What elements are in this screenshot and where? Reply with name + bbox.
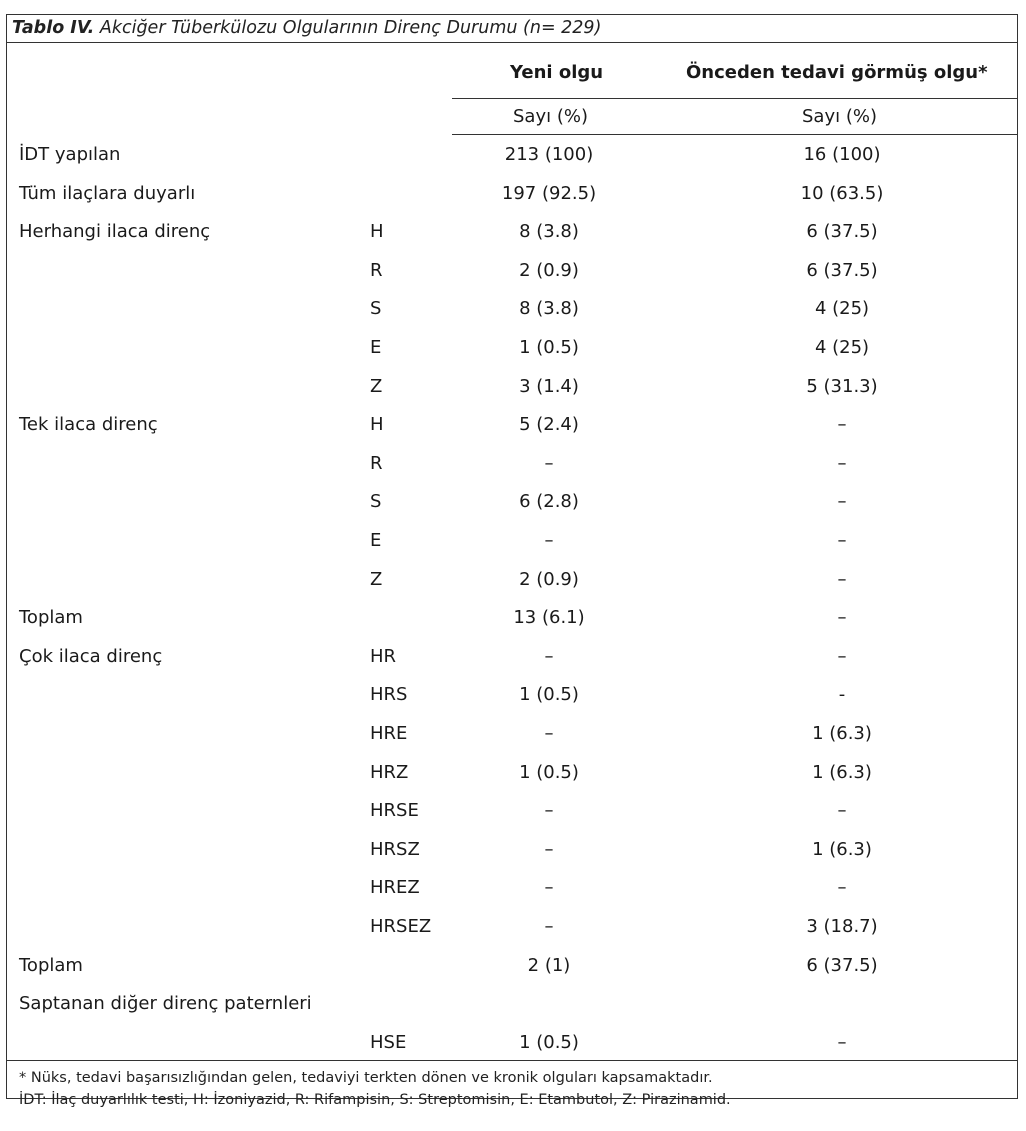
table-row xyxy=(0,792,1026,830)
header-new-case: Yeni olgu xyxy=(510,62,604,83)
row-prev-treated-value: – xyxy=(837,414,847,436)
table-row xyxy=(0,754,1026,792)
row-new-case-value: 13 (6.1) xyxy=(513,607,585,629)
row-new-case-value: 1 (0.5) xyxy=(519,684,579,706)
table-row xyxy=(0,676,1026,714)
table-row xyxy=(0,715,1026,753)
table-row xyxy=(0,483,1026,521)
row-prev-treated-value: 4 (25) xyxy=(814,337,870,358)
table-row xyxy=(0,831,1026,869)
row-drug-code: H xyxy=(370,221,384,243)
table-row xyxy=(0,136,1026,174)
row-new-case-value: 8 (3.8) xyxy=(519,298,579,320)
row-drug-code: HREZ xyxy=(370,877,420,899)
row-prev-treated-value: – xyxy=(837,530,847,551)
row-drug-code: HRE xyxy=(370,723,408,744)
table-row xyxy=(0,599,1026,637)
row-label: Tüm ilaçlara duyarlı xyxy=(19,182,196,204)
row-new-case-value: 6 (2.8) xyxy=(519,491,579,513)
table-caption: Akciğer Tüberkülozu Olgularının Direnç Durumu (n= 229) xyxy=(94,18,602,38)
row-prev-treated-value: 1 (6.3) xyxy=(812,723,872,744)
footnote-abbreviations: İDT: İlaç duyarlılık testi, H: İzoniyazid, R: Rifampisin, S: Streptomisin, E: Etambutol, Z: Pirazinamid. xyxy=(19,1092,731,1108)
row-new-case-value: – xyxy=(544,723,554,744)
table-row xyxy=(0,869,1026,907)
row-drug-code: H xyxy=(370,414,384,436)
table-row xyxy=(0,638,1026,676)
row-drug-code: E xyxy=(370,530,382,551)
header-divider xyxy=(452,98,1018,99)
row-drug-code: E xyxy=(370,337,382,358)
row-prev-treated-value: – xyxy=(837,800,847,822)
subheader-count-new: Sayı (%) xyxy=(513,106,588,127)
table-row xyxy=(0,213,1026,251)
row-drug-code: Z xyxy=(370,375,383,397)
row-prev-treated-value: – xyxy=(837,452,847,474)
header-previously-treated: Önceden tedavi görmüş olgu* xyxy=(686,62,988,83)
footnote-asterisk: * Nüks, tedavi başarısızlığından gelen, tedaviyi terkten dönen ve kronik olguları kapsamaktadır. xyxy=(19,1070,713,1086)
row-new-case-value: 1 (0.5) xyxy=(519,761,579,783)
row-drug-code: R xyxy=(370,452,383,474)
subheader-divider xyxy=(452,134,1018,135)
row-drug-code: HSE xyxy=(370,1031,407,1053)
row-prev-treated-value: 16 (100) xyxy=(803,144,881,165)
table-row xyxy=(0,1024,1026,1062)
row-drug-code: HRSZ xyxy=(370,838,420,860)
row-drug-code: HR xyxy=(370,645,397,667)
row-prev-treated-value: 3 (18.7) xyxy=(806,916,878,937)
table-row xyxy=(0,985,1026,1023)
row-drug-code: S xyxy=(370,298,382,320)
row-new-case-value: 197 (92.5) xyxy=(501,182,597,204)
row-new-case-value: – xyxy=(544,838,554,860)
table-row xyxy=(0,908,1026,946)
row-label: Saptanan diğer direnç paternleri xyxy=(19,993,312,1015)
row-label: Çok ilaca direnç xyxy=(19,645,163,667)
row-new-case-value: 5 (2.4) xyxy=(519,414,579,436)
table-bottom-rule xyxy=(6,1060,1018,1061)
row-prev-treated-value: - xyxy=(838,684,846,706)
row-drug-code: S xyxy=(370,491,382,513)
row-prev-treated-value: 6 (37.5) xyxy=(806,259,878,281)
row-new-case-value: – xyxy=(544,916,554,937)
table-row xyxy=(0,561,1026,599)
table-row xyxy=(0,406,1026,444)
row-new-case-value: 2 (0.9) xyxy=(519,259,579,281)
row-prev-treated-value: 1 (6.3) xyxy=(812,761,872,783)
row-prev-treated-value: – xyxy=(837,491,847,513)
table-row xyxy=(0,175,1026,213)
row-new-case-value: – xyxy=(544,800,554,822)
table-row xyxy=(0,368,1026,406)
row-label: Tek ilaca direnç xyxy=(19,414,158,436)
row-prev-treated-value: – xyxy=(837,1031,847,1053)
row-drug-code: HRSEZ xyxy=(370,916,432,937)
row-label: İDT yapılan xyxy=(19,144,121,165)
row-new-case-value: 2 (1) xyxy=(527,954,571,976)
row-prev-treated-value: 10 (63.5) xyxy=(800,182,884,204)
row-prev-treated-value: – xyxy=(837,568,847,590)
table-number: Tablo IV. xyxy=(12,18,95,38)
row-new-case-value: 2 (0.9) xyxy=(519,568,579,590)
row-new-case-value: – xyxy=(544,645,554,667)
row-new-case-value: – xyxy=(544,530,554,551)
row-new-case-value: 1 (0.5) xyxy=(519,1031,579,1053)
row-new-case-value: 3 (1.4) xyxy=(519,375,579,397)
row-prev-treated-value: – xyxy=(837,645,847,667)
row-drug-code: Z xyxy=(370,568,383,590)
row-prev-treated-value: 4 (25) xyxy=(814,298,870,320)
row-prev-treated-value: 6 (37.5) xyxy=(806,221,878,243)
row-new-case-value: 8 (3.8) xyxy=(519,221,579,243)
table-title xyxy=(6,16,1018,43)
table-row xyxy=(0,252,1026,290)
table-row xyxy=(0,445,1026,483)
row-prev-treated-value: – xyxy=(837,607,847,629)
row-new-case-value: 213 (100) xyxy=(504,144,594,165)
row-label: Toplam xyxy=(19,607,83,629)
row-new-case-value: – xyxy=(544,877,554,899)
row-drug-code: HRS xyxy=(370,684,408,706)
row-prev-treated-value: 1 (6.3) xyxy=(812,838,872,860)
row-drug-code: HRSE xyxy=(370,800,419,822)
row-new-case-value: – xyxy=(544,452,554,474)
row-label: Herhangi ilaca direnç xyxy=(19,221,211,243)
row-drug-code: HRZ xyxy=(370,761,409,783)
row-new-case-value: 1 (0.5) xyxy=(519,337,579,358)
table-row xyxy=(0,947,1026,985)
row-label: Toplam xyxy=(19,954,83,976)
table-row xyxy=(0,290,1026,328)
table-row xyxy=(0,329,1026,367)
row-prev-treated-value: 6 (37.5) xyxy=(806,954,878,976)
row-prev-treated-value: – xyxy=(837,877,847,899)
table-row xyxy=(0,522,1026,560)
row-drug-code: R xyxy=(370,259,383,281)
subheader-count-prev: Sayı (%) xyxy=(802,106,877,127)
row-prev-treated-value: 5 (31.3) xyxy=(806,375,878,397)
